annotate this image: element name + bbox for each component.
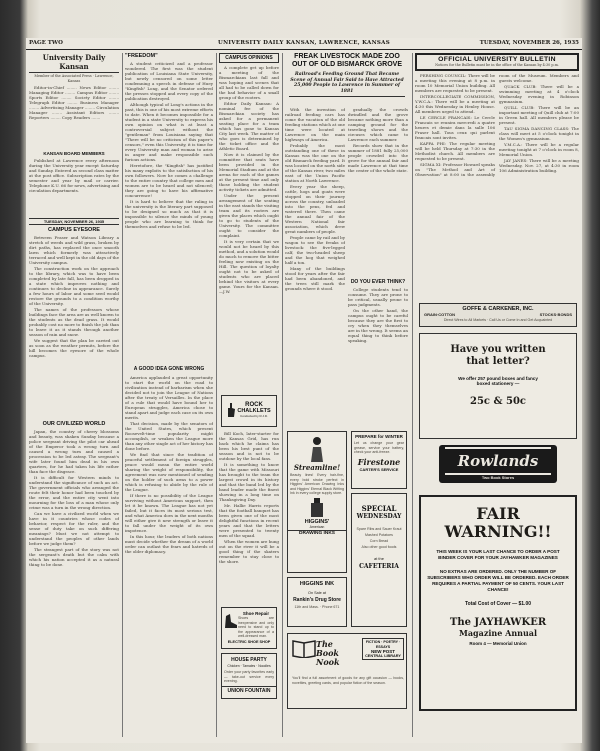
ad-goffe-carkener: GOFFE & CARKENER, INC. GRAIN·COTTON STOCKS·BONDS Direct Wires to All Markets · Call Us or Come In and Get Acquainted <box>419 303 577 327</box>
column-feature <box>285 53 409 739</box>
editorial-headline: CAMPUS EYESORE <box>48 227 100 233</box>
page-number: PAGE TWO <box>29 40 63 46</box>
kansan-nameplate: University Daily Kansan <box>29 53 119 73</box>
bulletin-notices: PERSHING COUNCIL: There will be a meeting this evening at 8 p.m. in room 10 Memorial Union building. All members are requested to be present. INTERCOLLEGIATE COMMISSION, Y.W.C.A.: There will be a meeting at 4:30 this Wednesday in Henley House. All members urged to attend. LE CERCLE FRANCAIS: Le Cercle Francais se reunira mercredi a quatre heures et demie dans la salle 106 Fraser hall. Tous ceux qui parlent francais sont invites. KAPPA PHI: The regular meeting will be held Thursday at 7:30 in the Methodist church. All members are requested to be present. SIGMA XI: Professor Howard speaks on "The Method and Art of Observation" at 8:00 in the assembly room of the Museum. Members and guests welcome. QUACK CLUB: There will be a swimming meeting at 4 o'clock Wednesday evening in Robinson gymnasium. QUILL CLUB: There will be an important meeting of Quill club at 7:00 in Green hall. All members please be present. TAU SIGMA DANCING CLASS: The class will meet at 5 o'clock tonight in the Women's gymnasium. Y.M.C.A.: There will be a regular meeting tonight at 7 o'clock in room 8, Memorial Union. JAY JANES: There will be a meeting Wednesday, Nov. 27, at 4:30 in room 106 Administration building. <box>415 73 579 177</box>
column-campus-opinions <box>219 53 279 739</box>
ad-stationery: Have you written that letter? We offer 257 pound boxes and fancy boxed stationery — 25c & 50c <box>419 333 577 439</box>
feature-subhead: DO YOU EVER THINK? <box>350 279 406 285</box>
ad-higgins-inks: Streamline! Beauty lines! Every hair-fine, every bold stroke perfect in Higgins' American Drawing Inks and Higgins' Eternal Black Writing Ink in every college supply store. HIGGINS' American DRAWING INKS <box>287 431 347 573</box>
article-headline: "FREEDOM" <box>125 53 158 59</box>
paper-title: UNIVERSITY DAILY KANSAN, LAWRENCE, KANSAS <box>217 40 391 46</box>
page-masthead <box>26 38 582 50</box>
editorial-body: Japan, the country of cherry blossoms and beauty, was shaken Sunday because a police sergeant driving the pilot car ahead of the Emperor took a wrong turn and caused a wrong turn and caused a procession to be led astray. The sergeant's wife later found him dead in his own quarters, for he had taken his life rather than face the disgrace. It is difficult for Western minds to understand the significance of such an act. The government officials who arranged the route felt their honor had been touched by the error, and the entire city went into mourning for the loss of a man whose only crime was a turn in the wrong direction. Can we have a civilized world when we have in it countries whose codes of behavior, respect for the ruler, and the sense of duty take on such differing meanings? Must we not attempt to understand the peoples of other lands before we judge them? The strangest part of the story was not the sergeant's death but the calm with which his nation accepted it as a natural thing to be done. <box>29 429 119 567</box>
column-rule <box>216 53 217 737</box>
ink-bottle-icon <box>309 498 325 518</box>
hand-icon <box>224 402 236 418</box>
editorial-dateline: TUESDAY, NOVEMBER 26, 1935 <box>29 218 119 225</box>
ad-union-fountain: HOUSE PARTY Chicken · Tamales · Noodles Order your party favorites early — take-out service every evening. UNION FOUNTAIN <box>221 653 277 699</box>
feature-deck: Railroad's Feeding Ground That Became Scene of Annual Fair Said to Have Attracted 25,000 People to Lawrence in Summer of 1881 <box>289 72 405 97</box>
shoe-icon <box>224 612 238 630</box>
editorial-headline: OUR CIVILIZED WORLD <box>42 421 106 427</box>
nameplate-subline: Member of the Associated Press · Lawrence, Kansas <box>34 74 114 83</box>
feature-body-continued: gradually the crowds dwindled and the grove became nothing more than a camping ground for the traveling shows and the circuses which came to Lawrence each summer. Records show that in the summer of 1881 fully 25,000 people crowded into the grove for the annual fair and made Lawrence at that time the center of the whole state. <box>348 107 408 173</box>
book-icon <box>292 638 316 658</box>
ad-rowlands-logo: Rowlands Two Book Stores <box>439 445 557 483</box>
ad-higgins-ink-sale: HIGGINS INK On Sale at Rankin's Drug Store 11th and Mass. · Phone 671 <box>287 577 347 627</box>
newspaper-page <box>26 38 582 743</box>
article-body: A student criticized and a professor wondered. The first was the student publication of Louisiana State University, but newly censored on some letter condemning a speech in defense of Huey "Kingfish" Long, and the Senator ordered the presses stopped and every copy of the publication destroyed. Although typical of Long's actions in the past, this is one of his most extreme efforts to date. When it becomes impossible for a student in a state University to express his own opinion on what is at least a controversial subject without the "gentleman" from Louisiana saying that "There will be no criticism of this paper's censors," even this University, it is time for every University man and woman to arise in anger and make responsible such furious actions. Heretofore, the "Kingfish" has justified his many exploits to the satisfaction of his own followers. Now he comes a challenge to the entire country that college men and women are to be heard and not silenced; they are going to have his affirmative concurrence! It is hard to believe that the ruling in the university is the literary part supposed to be designed so much as that it is impossible to silence the minds of young people who are learning to think for themselves and refuse to be led. <box>125 61 213 229</box>
column-rule <box>122 53 123 737</box>
column-body: Bill Koch, later-starter for the Kansas Grid, has run back which he claims has been his best punt of the season and is not to be outdone by the local fans. It is something to know that the game with Missouri has brought to the team the largest crowd in its history and that the band led by the band leader made the finest showing in a long time on Thanksgiving Day. Mr. Hallie Harris reports that the football banquet has been given one of the most delightful functions in recent years and that the letters were presented to twenty men of the squad. When the women are hung out on the river it will be a good thing if the skaters remember to stay close to the shore. <box>219 431 279 564</box>
column-rule <box>282 53 283 737</box>
ad-electric-shoe-shop: Shoe Repair Shoes are inexpensive and only need to stand up to the appearance of a well-dressed man. ELECTRIC SHOE SHOP <box>221 607 277 649</box>
staff-listing: Editor-in-Chief ........ News Editor ........ Managing Editor ........ Campus Editor ........ Sports Editor ........ Society Editor ........ Telegraph Editor ........ Business Manager ........ Advertising Manager ........ Circulation Manager ........ Assistant Editors ........ Reporters ........ Copy Readers ....... <box>29 85 119 120</box>
ad-book-nook: The Book Nook FICTION · POETRY · ESSAYS NEW POST CENTRAL LIBRARY You'll find a full assortment of goods for any gift occasion — books, novelties, greeting cards, and popular fiction of the season. <box>287 633 407 709</box>
column-editorial <box>29 53 119 739</box>
column-freedom <box>125 53 213 739</box>
opinions-headline: CAMPUS OPINIONS <box>219 53 279 63</box>
column-rule <box>412 53 413 737</box>
editorial-body: Between Fraser and Watson Library a stretch of weeds and wild grass, broken by dirt paths, has replaced the once smooth lawn which formerly was attractively terraced and well kept in the old days of the University campus. The construction work on the approach to the library, which was to have been completed by late fall, has been dropped in a state which improves nothing and continues to decline in appearance. Surely a few hours of labor and some seed would restore the grounds to a condition worthy of the University. The names of the professors whose buildings face the area are as well known to the students as the dead grass. It would probably cost no more to finish the job than to leave it as it stands through another season of rain and snow. We suggest that the plan be carried out as soon as the weather permits, before the hill becomes the eyesore of the whole campus. <box>29 235 119 358</box>
article-body: America applauded a great opportunity to start the world on the road to civilization instead of barbarism when she decided not to join the League of Nations after the treaty of Versailles. In the place of a rule that would have bound her to European struggles, America chose to stand apart and judge each case on its own merits. That decision, made by the senators of the United States, which present Roosevelt-time popularity might accomplish, or weaken the League more than any other single act of her history has done before. We find that since the tradition of peaceful settlement of foreign struggles, peace would mean the entire world sharing the weight of responsibility, the agreement was now mentioned of sending on the holder of such arms to a power which is refusing to abide by the rule of the League. If there is no possibility of the League surviving without American support, then let it be known. The League has not yet failed, but it faces its most serious test, and what America does in the next months will either give it new strength or leave it to fall under the weight of its own impotence. In this hour, the leaders of both nations must decide whether the dream of a world order can outlast the fears and hatreds of the older diplomacy. <box>125 375 213 554</box>
board-listing: Published at Lawrence every afternoon during the University year except Saturday and Sunday. Entered as second class matter at the post office. Subscription rates by the semester and year by mail or carrier. Telephone K.U. 66 for news, advertising and circulation departments. <box>29 158 119 193</box>
ad-rock-chalklets: ROCK CHALKLETS Conducted by R.J.D. <box>221 395 277 427</box>
sub-article-body: College students tend to consume. They are prone to be critical, usually prone to pass judgments. On the other hand, the campus ought to be careful because they are the first to cry when they themselves are in the wrong. It seems an equal thing to think before speaking. <box>348 287 408 343</box>
ad-cafeteria-special: SPECIAL WEDNESDAY Spare Ribs and Sauer Kraut Mashed Potatoes Corn Bread Also other good foods at the CAFETERIA <box>351 493 407 627</box>
feature-headline: FREAK LIVESTOCK MADE ZOO OUT OF OLD BISMARCK GROVE <box>291 53 403 68</box>
opinions-body: A complete get up before a meeting of the Bismarckians last fall and was hoping and scenes that all had to be called down for the bad behavior of a small group of the rooters. Editor Daily Kansan: A nominal fee of the Bismarckian society has asked for a permanent seating place for a team which has gone to Kansas City last week. The matter of who goes is determined by the ticket office and the Athletic Board. Now it is claimed by the committee that seats have been provided in the Memorial Stadium and at the arena for each of the games at the present time and only those holding the student activity tickets are admitted. Under the present arrangement of the seating in the east stands the visiting team and its rooters are given the places which ought to go to students of the University. The committee ought to consider the complaint. It is very certain that we would not be heard by this method, and a solution would do much to remove the bitter feeling now existing on the Hill. The question of loyalty ought not to be asked of students who are placed behind the visitors at every game. Yours for the Kansan. —J.W. <box>219 65 279 294</box>
ad-firestone: PREPARE for WINTER Let us change your gear grease, service your battery, check your anti-freeze. Firestone CARTER'S SERVICE <box>351 431 407 489</box>
issue-date: TUESDAY, NOVEMBER 26, 1935 <box>479 40 579 46</box>
column-bulletin <box>415 53 579 739</box>
staff-heading: KANSAN BOARD MEMBERS <box>43 151 105 156</box>
article-subhead: A GOOD IDEA GONE WRONG <box>133 366 205 372</box>
ad-fair-warning: FAIR WARNING!! THIS WEEK IS YOUR LAST CHANCE TO ORDER A POST BINDER COVER FOR YOUR JAYHAWKER MAGAZINES NO EXTRAS ARE ORDERED. ONLY THE NUMBER OF SUBSCRIBERS WHO ORDER WILL BE ORDERED. EACH ORDER REQUIRES A PARTIAL PAYMENT OF 50 CENTS. YOUR LAST CHANCE! Total Cost of Cover — $1.00 The JAYHAWKER Magazine Annual Room 4 — Memorial Union <box>419 495 577 711</box>
feature-body: With the invention of railroad feeding cars has come the vacation of the old feeding stations which at one time were located at Lawrence on the main highways of America. Probably the most outstanding one of these in Kansas was the one on the old Bismarck feeding yard. It was located on the north side of the Kansas river, two miles east of the Union Pacific station at North Lawrence. Every year the sheep, cattle, hogs and goats were stopped on their journey across the country, unloaded into the pens, fed and watered there. Then came the annual fair of the Western National fair association, which drew great numbers of people. People came by rail and by wagon to see the freaks of livestock: the five-legged calf, the two-headed sheep and the hog that weighed half a ton. Many of the buildings stood for years after the fair had been abandoned, and the trees still mark the grounds where it stood. <box>285 107 345 291</box>
woman-figure-icon <box>303 435 331 463</box>
bulletin-nameplate: OFFICIAL UNIVERSITY BULLETIN Notices for the Bulletin must be in the office of the Kansan by 4:30 p.m. <box>415 53 579 71</box>
